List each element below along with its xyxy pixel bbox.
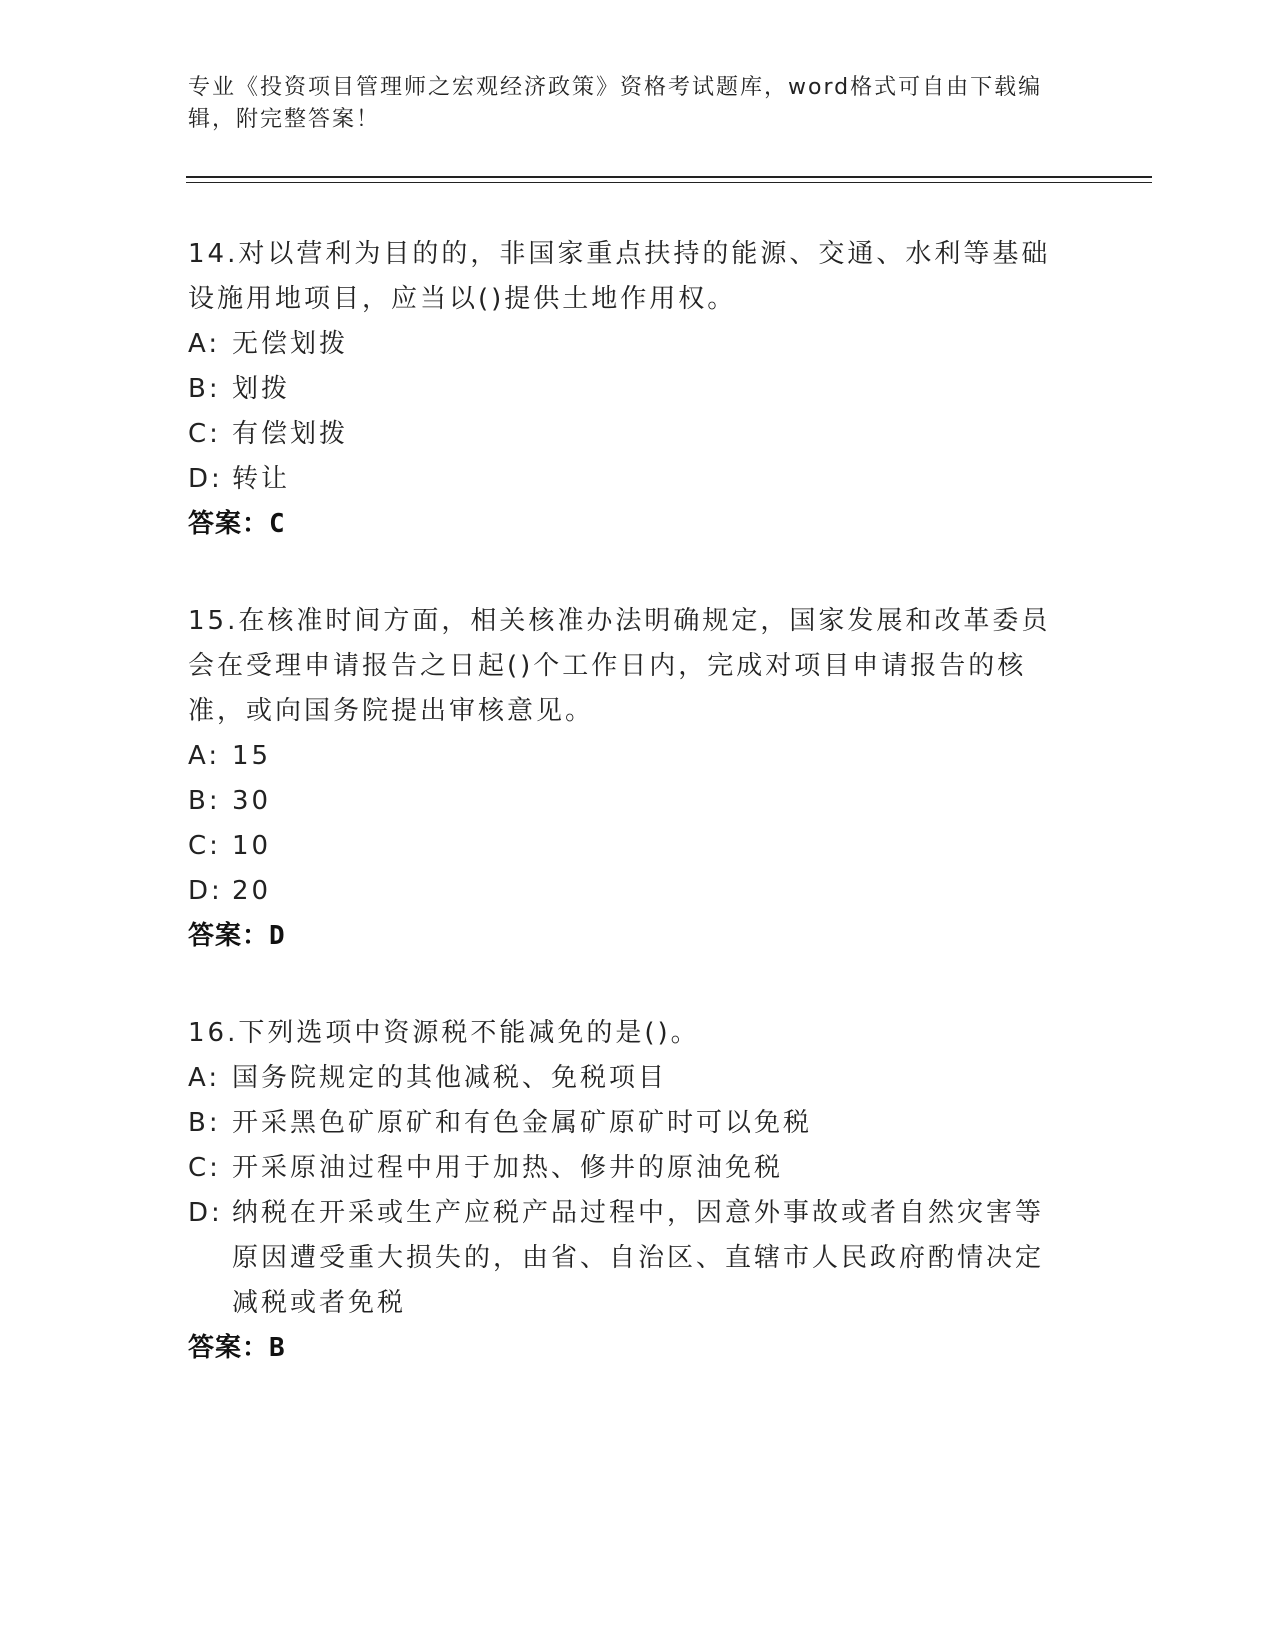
option-a xyxy=(188,1056,1068,1101)
option-d xyxy=(188,869,1068,914)
option-a xyxy=(188,322,1068,367)
option-b xyxy=(188,1101,1068,1146)
option-key: B: xyxy=(188,1108,221,1138)
document-header: 专业《投资项目管理师之宏观经济政策》资格考试题库，word格式可自由下载编辑，附完整答案！ xyxy=(188,75,1043,132)
option-text: 30 xyxy=(232,786,272,816)
option-text: 开采黑色矿原矿和有色金属矿原矿时可以免税 xyxy=(232,1108,813,1138)
option-text: 划拨 xyxy=(232,374,291,404)
question-stem: 16.下列选项中资源税不能减免的是()。 xyxy=(188,1018,700,1048)
option-key: C: xyxy=(188,831,221,861)
question-stem: 15.在核准时间方面，相关核准办法明确规定，国家发展和改革委员会在受理申请报告之日起()个工作日内，完成对项目申请报告的核准，或向国务院提出审核意见。 xyxy=(188,606,1051,726)
option-text: 10 xyxy=(232,831,272,861)
option-key: D: xyxy=(188,876,223,906)
answer-label: 答案： xyxy=(188,921,270,951)
option-c xyxy=(188,412,1068,457)
option-key: A: xyxy=(188,1063,221,1093)
answer-label: 答案： xyxy=(188,509,270,539)
answer-line xyxy=(188,1326,1068,1371)
option-key: D: xyxy=(188,464,223,494)
option-key: A: xyxy=(188,329,221,359)
option-key: C: xyxy=(188,419,221,449)
answer-label: 答案： xyxy=(188,1333,270,1363)
option-text: 有偿划拨 xyxy=(232,419,349,449)
answer-value: D xyxy=(269,921,286,951)
option-key: B: xyxy=(188,374,221,404)
option-text: 纳税在开采或生产应税产品过程中，因意外事故或者自然灾害等原因遭受重大损失的，由省、自治区、直辖市人民政府酌情决定减税或者免税 xyxy=(232,1198,1045,1318)
option-text: 20 xyxy=(232,876,272,906)
option-b xyxy=(188,367,1068,412)
option-text: 15 xyxy=(232,741,272,771)
option-c xyxy=(188,824,1068,869)
answer-value: B xyxy=(269,1333,286,1363)
answer-value: C xyxy=(269,509,286,539)
option-a xyxy=(188,734,1068,779)
question-16 xyxy=(188,1011,1068,1371)
option-key: D: xyxy=(188,1198,223,1228)
option-text: 国务院规定的其他减税、免税项目 xyxy=(232,1063,668,1093)
option-text: 开采原油过程中用于加热、修井的原油免税 xyxy=(232,1153,784,1183)
answer-line xyxy=(188,502,1068,547)
question-15 xyxy=(188,599,1068,959)
option-d xyxy=(188,1191,1068,1326)
question-stem: 14.对以营利为目的的，非国家重点扶持的能源、交通、水利等基础设施用地项目，应当以()提供土地作用权。 xyxy=(188,239,1051,314)
header-divider xyxy=(186,176,1152,183)
option-key: C: xyxy=(188,1153,221,1183)
option-key: A: xyxy=(188,741,221,771)
answer-line xyxy=(188,914,1068,959)
option-b xyxy=(188,779,1068,824)
question-list xyxy=(188,232,1068,1423)
option-text: 转让 xyxy=(232,464,291,494)
option-text: 无偿划拨 xyxy=(232,329,349,359)
question-14 xyxy=(188,232,1068,547)
option-key: B: xyxy=(188,786,221,816)
option-c xyxy=(188,1146,1068,1191)
option-d xyxy=(188,457,1068,502)
